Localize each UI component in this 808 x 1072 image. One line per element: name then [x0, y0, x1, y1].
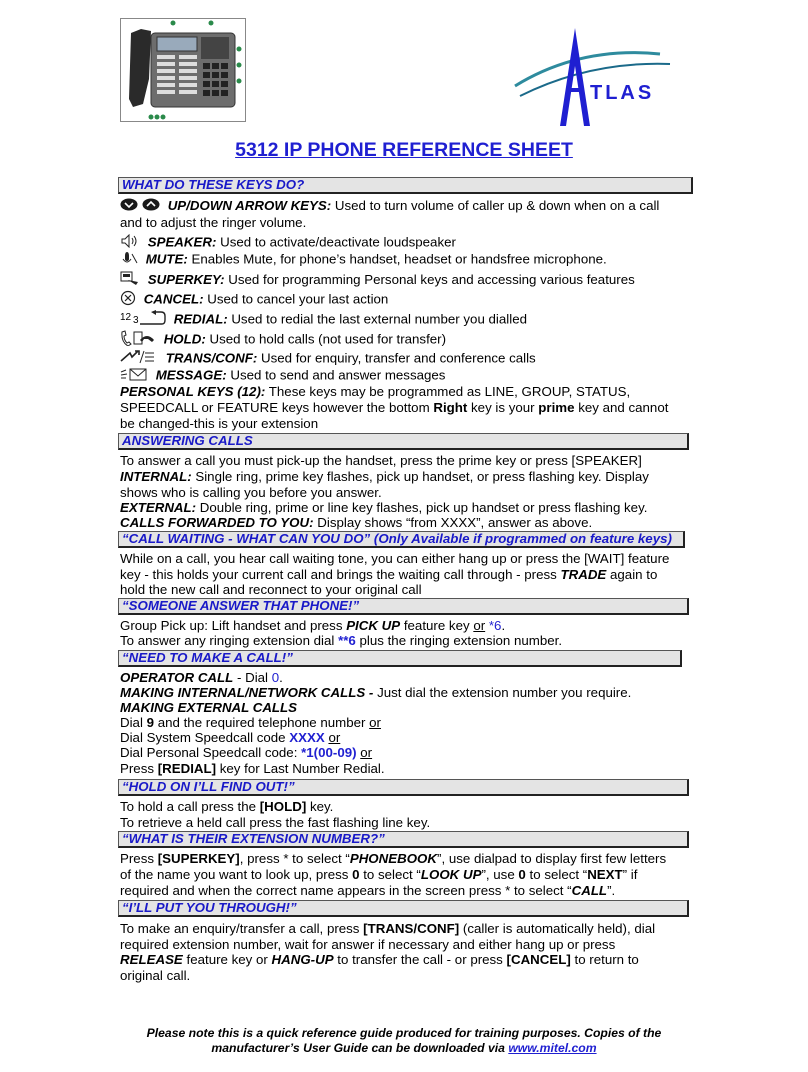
section-header-extension: “WHAT IS THEIR EXTENSION NUMBER?”	[118, 831, 689, 848]
footer-note	[0, 1026, 808, 1056]
make-internal: MAKING INTERNAL/NETWORK CALLS - Just dial the extension number you require.	[120, 685, 632, 700]
extension-line1: Press [SUPERKEY], press * to select “PHONEBOOK”, use dialpad to display first few letters	[120, 851, 667, 866]
mute-text: Enables Mute, for phone’s handset, headset or handsfree microphone.	[191, 251, 607, 267]
superkey-text: Used for programming Personal keys and accessing various features	[228, 271, 635, 287]
section-header-someone: “SOMEONE ANSWER THAT PHONE!”	[118, 598, 689, 615]
waiting-line3: hold the new call and reconnect to your original call	[120, 582, 422, 597]
personal-keys-line1: PERSONAL KEYS (12): These keys may be programmed as LINE, GROUP, STATUS,	[120, 384, 631, 399]
key-hold	[120, 330, 446, 350]
cancel-icon	[120, 290, 136, 310]
trans-text: Used for enquiry, transfer and conference calls	[261, 350, 536, 366]
superkey-icon	[120, 271, 140, 290]
personal-keys-line2: SPEEDCALL or FEATURE keys however the bottom Right key is your prime key and cannot	[120, 400, 669, 415]
key-updown	[120, 198, 659, 215]
hold-icon	[120, 330, 156, 350]
mute-icon	[120, 251, 138, 269]
someone-line2: To answer any ringing extension dial **6 plus the ringing extension number.	[120, 633, 563, 648]
personal-keys-line3: be changed-this is your extension	[120, 416, 319, 431]
logo-text: TLAS	[590, 82, 655, 104]
superkey-label: SUPERKEY:	[147, 271, 225, 287]
waiting-line1: While on a call, you hear call waiting tone, you can either hang up or press the [WAIT] feature	[120, 551, 670, 566]
speaker-label: SPEAKER:	[147, 234, 217, 250]
cancel-text: Used to cancel your last action	[207, 291, 389, 307]
section-header-hold: “HOLD ON I’LL FIND OUT!”	[118, 779, 689, 796]
key-superkey	[120, 271, 635, 290]
extension-line2: of the name you want to look up, press 0 to select “LOOK UP”, use 0 to select “NEXT” if	[120, 867, 638, 882]
redial-icon	[120, 310, 166, 330]
up-arrow-icon	[142, 198, 160, 215]
svg-text:12: 12	[120, 312, 132, 323]
key-message	[120, 367, 445, 385]
answering-internal: INTERNAL: Single ring, prime key flashes, pick up handset, or press flashing key. Display	[120, 469, 649, 484]
key-cancel	[120, 290, 388, 310]
page-title: 5312 IP PHONE REFERENCE SHEET	[235, 139, 573, 161]
hold-line1: To hold a call press the [HOLD] key.	[120, 799, 334, 814]
message-icon	[120, 367, 148, 385]
trans-label: TRANS/CONF:	[165, 350, 258, 366]
through-line4: original call.	[120, 968, 191, 983]
redial-label: REDIAL:	[173, 311, 228, 327]
through-line2: required extension number, wait for answer if necessary and either hang up or press	[120, 937, 616, 952]
updown-label: UP/DOWN ARROW KEYS:	[167, 198, 332, 213]
section-header-keys: WHAT DO THESE KEYS DO?	[118, 177, 693, 194]
atlas-logo	[510, 26, 690, 131]
make-operator: OPERATOR CALL - Dial 0.	[120, 670, 283, 685]
mitel-link[interactable]: www.mitel.com	[508, 1041, 597, 1055]
cancel-label: CANCEL:	[143, 291, 204, 307]
answering-forwarded: CALLS FORWARDED TO YOU: Display shows “from XXXX”, answer as above.	[120, 515, 593, 530]
answering-intro: To answer a call you must pick-up the handset, press the prime key or press [SPEAKER]	[120, 453, 642, 468]
make-personal-speedcall: Dial Personal Speedcall code: *1(00-09) or	[120, 745, 373, 760]
make-redial: Press [REDIAL] key for Last Number Redial.	[120, 761, 385, 776]
footer-line2: manufacturer’s User Guide can be downloaded via www.mitel.com	[211, 1041, 597, 1055]
key-mute	[120, 251, 607, 269]
through-line3: RELEASE feature key or HANG-UP to transfer the call - or press [CANCEL] to return to	[120, 952, 639, 967]
answering-internal-line2: shows who is calling you before you answer.	[120, 485, 382, 500]
extension-line3: required and when the correct name appears in the screen press * to select “CALL”.	[120, 883, 616, 898]
key-redial	[120, 310, 527, 330]
waiting-line2: key - this holds your current call and brings the waiting call through - press TRADE again to	[120, 567, 658, 582]
transfer-icon	[120, 349, 158, 369]
speaker-icon	[120, 234, 140, 252]
hold-label: HOLD:	[163, 331, 206, 347]
someone-line1: Group Pick up: Lift handset and press PICK UP feature key or *6.	[120, 618, 506, 633]
message-text: Used to send and answer messages	[230, 367, 446, 383]
make-system-speedcall: Dial System Speedcall code XXXX or	[120, 730, 341, 745]
phone-image	[120, 18, 246, 122]
key-updown-line2: and to adjust the ringer volume.	[120, 215, 307, 230]
make-dial9: Dial 9 and the required telephone number or	[120, 715, 381, 730]
section-header-answering: ANSWERING CALLS	[118, 433, 689, 450]
hold-text: Used to hold calls (not used for transfer)	[209, 331, 447, 347]
answering-external: EXTERNAL: Double ring, prime or line key flashes, pick up handset or press flashing key.	[120, 500, 648, 515]
key-speaker	[120, 234, 456, 252]
section-header-waiting: “CALL WAITING - WHAT CAN YOU DO” (Only Available if programmed on feature keys)	[118, 531, 685, 548]
mute-label: MUTE:	[145, 251, 188, 267]
redial-text: Used to redial the last external number you dialled	[231, 311, 527, 327]
speaker-text: Used to activate/deactivate loudspeaker	[220, 234, 456, 250]
make-external-label: MAKING EXTERNAL CALLS	[120, 700, 298, 715]
hold-line2: To retrieve a held call press the fast flashing line key.	[120, 815, 431, 830]
section-header-make: “NEED TO MAKE A CALL!”	[118, 650, 682, 667]
through-line1: To make an enquiry/transfer a call, press [TRANS/CONF] (caller is automatically held), dial	[120, 921, 656, 936]
footer-line1: Please note this is a quick reference guide produced for training purposes. Copies of the	[146, 1026, 662, 1040]
message-label: MESSAGE:	[155, 367, 227, 383]
updown-text: Used to turn volume of caller up & down when on a call	[334, 198, 660, 213]
down-arrow-icon	[120, 198, 138, 215]
svg-text:3: 3	[133, 315, 139, 326]
section-header-through: “I’LL PUT YOU THROUGH!”	[118, 900, 689, 917]
key-trans	[120, 349, 536, 369]
